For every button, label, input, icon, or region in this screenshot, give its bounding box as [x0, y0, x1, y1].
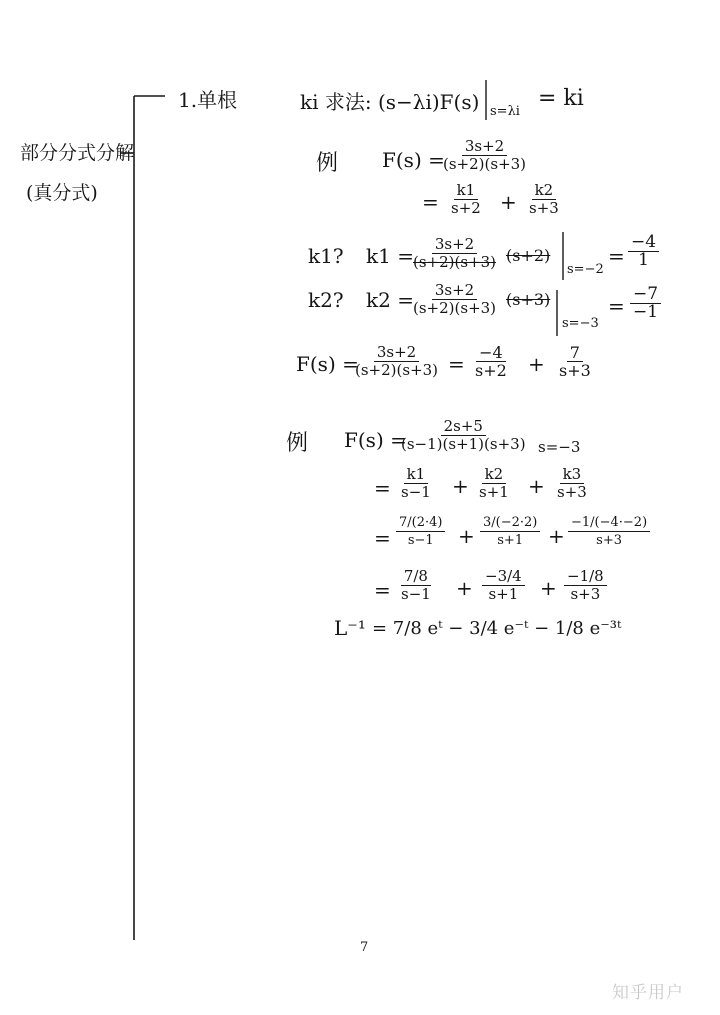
example2-r2-t3 [568, 514, 650, 549]
example2-r3-t2-num: −3/4 [482, 568, 525, 586]
example2-r3-t2 [482, 568, 525, 603]
example2-r3-plus1: + [456, 576, 473, 600]
topic-sublabel: (真分式) [26, 182, 98, 204]
example1-final-t1-den: s+2 [475, 361, 507, 380]
example1-tag: 例 [316, 151, 339, 176]
example1-k1-mult: (s+2) [506, 246, 551, 265]
example2-F-label: F(s) = [344, 428, 407, 452]
example1-k2-result [630, 286, 661, 321]
example1-final-frac [352, 344, 441, 379]
example1-k2-res-eq: = [608, 294, 625, 318]
example2-r3-t3-num: −1/8 [564, 568, 607, 586]
example2-F-num: 2s+5 [441, 418, 486, 436]
example1-k1-num: k1 [454, 182, 479, 200]
example1-final-t1-num: −4 [476, 344, 506, 362]
example1-final-term1 [472, 344, 510, 379]
example2-r3-t1-num: 7/8 [401, 568, 431, 586]
example2-r3-t1 [398, 568, 434, 603]
example2-r1-t1-den: s−1 [401, 483, 431, 501]
example1-k2-frac [526, 182, 562, 217]
example2-r2-t3-den: s+3 [596, 533, 622, 548]
example1-k1-den: s+2 [451, 199, 481, 217]
example2-r3-plus2: + [540, 576, 557, 600]
example2-r1-t2-den: s+1 [479, 483, 509, 501]
example2-r1-t3-den: s+3 [557, 483, 587, 501]
example1-k1-res-num: −4 [628, 234, 659, 252]
example2-r1-t3-num: k3 [560, 466, 585, 484]
example1-k2-calc-frac [410, 282, 499, 317]
example1-final-F: F(s) = [296, 352, 359, 376]
example2-r1-t1-num: k1 [404, 466, 429, 484]
example2-r2-t1-num: 7/(2·4) [396, 514, 445, 532]
example1-k2-num: k2 [532, 182, 557, 200]
example1-k1-result [628, 234, 659, 269]
example1-k1-frac [448, 182, 484, 217]
example2-r2-t2 [480, 514, 540, 549]
example1-k1-res-den: 1 [638, 250, 649, 270]
example1-final-term2 [556, 344, 594, 379]
example2-r2-plus1: + [458, 524, 475, 548]
example2-r3-t3 [564, 568, 607, 603]
example1-final-num: 3s+2 [374, 344, 419, 362]
example1-k2-mult: (s+3) [506, 290, 551, 309]
example2-F-frac [398, 418, 529, 453]
example2-r2-t1-den: s−1 [407, 533, 434, 548]
example1-k2-calc-den: (s+2)(s+3) [413, 299, 497, 317]
example2-r2-t2-num: 3/(−2·2) [480, 514, 540, 532]
example1-final-den: (s+2)(s+3) [355, 361, 439, 379]
example2-r3-t2-den: s+1 [488, 585, 519, 603]
formula-rhs: = ki [538, 86, 584, 111]
example1-k2-question: k2? [308, 288, 344, 312]
example1-k1-eq: k1 = [366, 244, 414, 268]
example2-F-den: (s−1)(s+1)(s+3) [401, 435, 526, 453]
example2-inv-expr: = 7/8 eᵗ − 3/4 e⁻ᵗ − 1/8 e⁻³ᵗ [372, 618, 622, 639]
example2-r2-t1 [396, 514, 445, 549]
example1-F-label: F(s) = [382, 148, 445, 172]
example2-tag: 例 [286, 431, 309, 456]
example2-note: s=−3 [538, 438, 581, 456]
example1-final-plus: + [528, 352, 545, 376]
example1-F-fraction [440, 138, 529, 173]
example1-F-den: (s+2)(s+3) [443, 155, 527, 173]
example2-r1-t3 [554, 466, 590, 501]
page-number: 7 [360, 940, 369, 955]
example1-k1-calc-num: 3s+2 [432, 236, 477, 254]
example2-r1-t1 [398, 466, 434, 501]
example2-r3-eq: = [374, 578, 391, 602]
example1-k1-res-eq: = [608, 244, 625, 268]
formula-eval-at: s=λi [490, 104, 520, 119]
formula-lhs: ki 求法: (s−λi)F(s) [300, 90, 480, 114]
example1-k1-at: s=−2 [567, 262, 604, 277]
example2-r3-t3-den: s+3 [570, 585, 601, 603]
example2-r1-plus2: + [528, 474, 545, 498]
example1-k2-den: s+3 [529, 199, 559, 217]
example2-r2-t2-den: s+1 [497, 533, 524, 548]
example1-final-eq: = [448, 352, 465, 376]
example1-k1-calc-den: (s+2)(s+3) [413, 253, 497, 271]
example1-plus1: + [500, 190, 517, 214]
example2-r1-t2-num: k2 [482, 466, 507, 484]
section-label: 1.单根 [178, 88, 238, 112]
example2-r2-plus2: + [548, 524, 565, 548]
example2-r1-plus1: + [452, 474, 469, 498]
example1-eq1: = [422, 190, 439, 214]
example1-final-t2-den: s+3 [559, 361, 591, 380]
example2-inv-label: L⁻¹ [334, 616, 366, 640]
example1-F-num: 3s+2 [462, 138, 507, 156]
example1-k1-question: k1? [308, 244, 344, 268]
example1-k2-eq: k2 = [366, 288, 414, 312]
example1-k2-res-den: −1 [633, 302, 659, 322]
example2-r3-t1-den: s−1 [401, 585, 431, 603]
watermark: 知乎用户 [612, 983, 684, 1003]
example1-k2-calc-num: 3s+2 [432, 282, 477, 300]
example2-r1-t2 [476, 466, 512, 501]
example2-r1-eq: = [374, 476, 391, 500]
example1-k2-at: s=−3 [562, 316, 599, 331]
example1-k1-calc-frac [410, 236, 499, 271]
example2-r2-eq: = [374, 526, 391, 550]
example1-k2-res-num: −7 [630, 286, 661, 304]
example1-final-t2-num: 7 [567, 344, 583, 362]
example2-r2-t3-num: −1/(−4·−2) [568, 514, 650, 532]
topic-label: 部分分式分解 [20, 142, 135, 164]
